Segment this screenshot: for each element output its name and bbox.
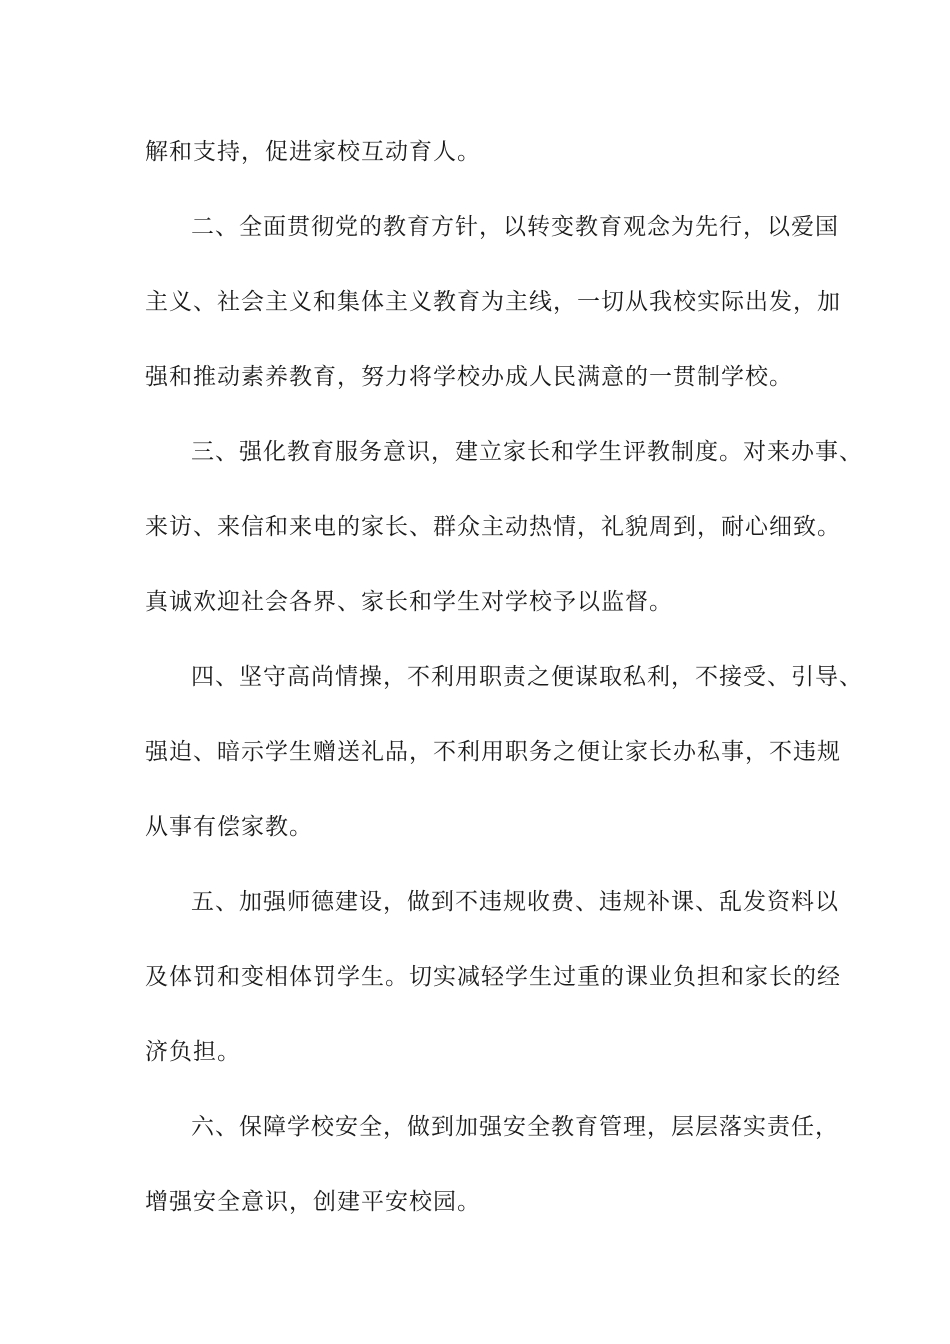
text-line: 强迫、暗示学生赠送礼品，不利用职务之便让家长办私事，不违规 [145,739,841,765]
text-line: 强和推动素养教育，努力将学校办成人民满意的一贯制学校。 [145,364,793,390]
text-line: 从事有偿家教。 [145,814,313,840]
text-line: 五、加强师德建设，做到不违规收费、违规补课、乱发资料以 [191,889,839,915]
text-line: 及体罚和变相体罚学生。切实减轻学生过重的课业负担和家长的经 [145,964,841,990]
text-line: 增强安全意识，创建平安校园。 [145,1189,481,1215]
text-line: 三、强化教育服务意识，建立家长和学生评教制度。对来办事、 [191,439,863,465]
text-line: 二、全面贯彻党的教育方针，以转变教育观念为先行，以爱国 [191,214,839,240]
text-line: 济负担。 [145,1039,241,1065]
text-line: 解和支持，促进家校互动育人。 [145,139,481,165]
text-line: 主义、社会主义和集体主义教育为主线，一切从我校实际出发，加 [145,289,841,315]
text-line: 真诚欢迎社会各界、家长和学生对学校予以监督。 [145,589,673,615]
text-line: 四、坚守高尚情操，不利用职责之便谋取私利，不接受、引导、 [191,664,863,690]
text-line: 来访、来信和来电的家长、群众主动热情，礼貌周到，耐心细致。 [145,514,841,540]
text-line: 六、保障学校安全，做到加强安全教育管理，层层落实责任， [191,1114,839,1140]
